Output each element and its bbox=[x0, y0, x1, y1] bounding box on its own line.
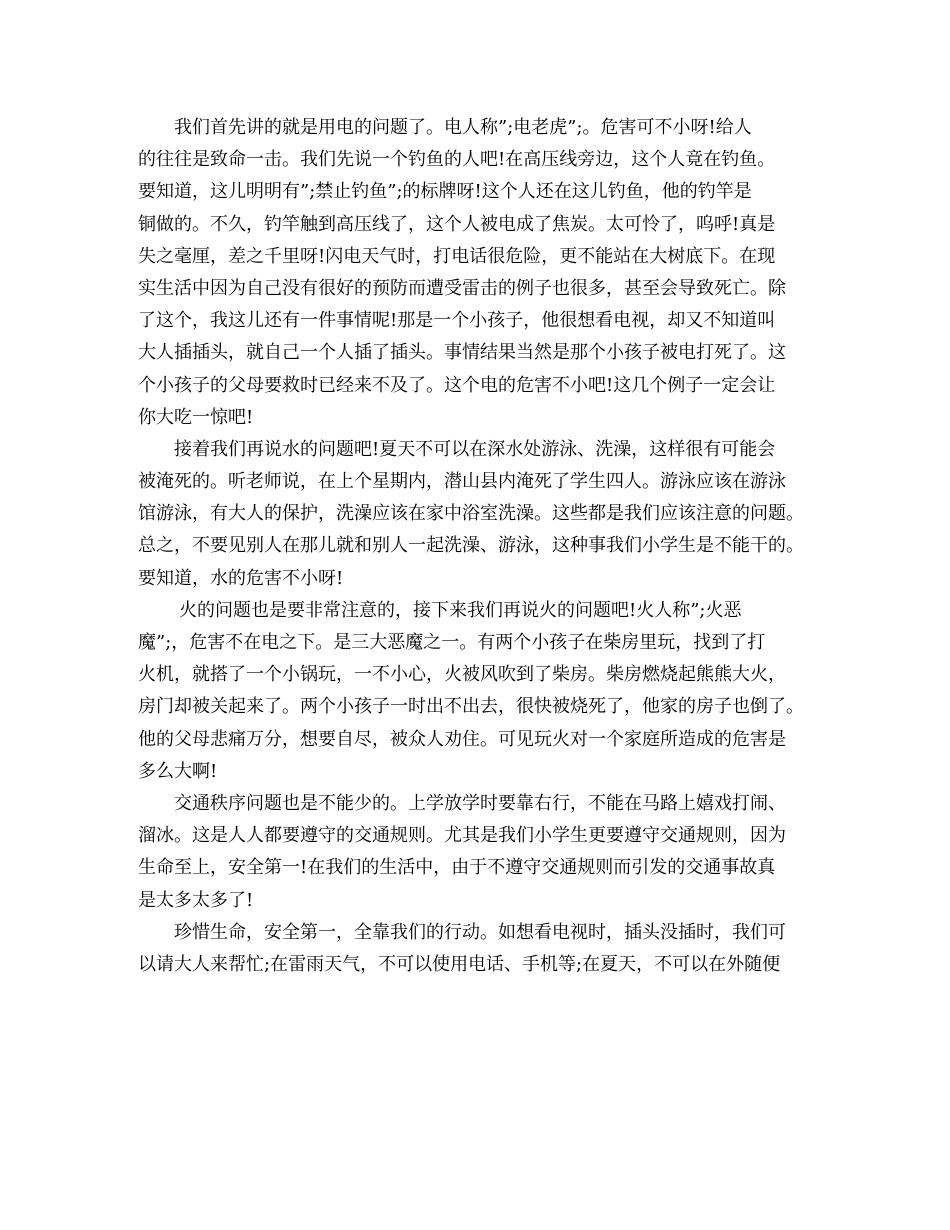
text-line: 总之，不要见别人在那儿就和别人一起洗澡、游泳，这种事我们小学生是不能干的。 bbox=[138, 535, 804, 557]
text-line: 个小孩子的父母要救时已经来不及了。这个电的危害不小吧!这几个例子一定会让 bbox=[138, 374, 776, 396]
text-line: 你大吃一惊吧! bbox=[138, 406, 254, 428]
paragraph-fire bbox=[138, 595, 818, 788]
text-line: 实生活中因为自己没有很好的预防而遭受雷击的例子也很多，甚至会导致死亡。除 bbox=[138, 277, 786, 299]
text-line: 他的父母悲痛万分，想要自尽，被众人劝住。可见玩火对一个家庭所造成的危害是 bbox=[138, 728, 786, 750]
document-body bbox=[138, 112, 818, 981]
paragraph-traffic bbox=[138, 788, 818, 917]
paragraph-water bbox=[138, 434, 818, 595]
text-line: 溜冰。这是人人都要遵守的交通规则。尤其是我们小学生更要遵守交通规则，因为 bbox=[138, 825, 786, 847]
text-line: 要知道，这儿明明有”;禁止钓鱼”;的标牌呀!这个人还在这儿钓鱼，他的钓竿是 bbox=[138, 181, 752, 203]
paragraph-electricity bbox=[138, 112, 818, 434]
text-line: 魔”;，危害不在电之下。是三大恶魔之一。有两个小孩子在柴房里玩，找到了打 bbox=[138, 632, 766, 653]
text-line: 交通秩序问题也是不能少的。上学放学时要靠右行，不能在马路上嬉戏打闹、 bbox=[174, 792, 786, 814]
text-line: 的往往是致命一击。我们先说一个钓鱼的人吧!在高压线旁边，这个人竟在钓鱼。 bbox=[138, 149, 776, 171]
text-line: 接着我们再说水的问题吧!夏天不可以在深水处游泳、洗澡，这样很有可能会 bbox=[174, 438, 776, 460]
text-line: 铜做的。不久，钓竿触到高压线了，这个人被电成了焦炭。太可怜了，呜呼!真是 bbox=[138, 213, 776, 235]
text-line: 被淹死的。听老师说，在上个星期内，潜山县内淹死了学生四人。游泳应该在游泳 bbox=[138, 471, 786, 493]
text-line: 珍惜生命，安全第一，全靠我们的行动。如想看电视时，插头没插时，我们可 bbox=[174, 921, 786, 943]
text-line: 以请大人来帮忙;在雷雨天气，不可以使用电话、手机等;在夏天，不可以在外随便 bbox=[138, 953, 781, 975]
text-line: 房门却被关起来了。两个小孩子一时出不出去，很快被烧死了，他家的房子也倒了。 bbox=[138, 696, 804, 718]
text-line: 火的问题也是要非常注意的，接下来我们再说火的问题吧!火人称”;火恶 bbox=[179, 599, 742, 621]
text-line: 馆游泳，有大人的保护，洗澡应该在家中浴室洗澡。这些都是我们应该注意的问题。 bbox=[138, 503, 804, 525]
text-line: 多么大啊! bbox=[138, 760, 218, 782]
text-line: 了这个，我这儿还有一件事情呢!那是一个小孩子，他很想看电视，却又不知道叫 bbox=[138, 310, 776, 332]
paragraph-conclusion bbox=[138, 917, 818, 981]
text-line: 生命至上，安全第一!在我们的生活中，由于不遵守交通规则而引发的交通事故真 bbox=[138, 857, 776, 879]
text-line: 失之毫厘，差之千里呀!闪电天气时，打电话很危险，更不能站在大树底下。在现 bbox=[138, 245, 776, 267]
text-line: 火机，就搭了一个小锅玩，一不小心，火被风吹到了柴房。柴房燃烧起熊熊大火， bbox=[138, 664, 786, 686]
text-line: 我们首先讲的就是用电的问题了。电人称”;电老虎”;。危害可不小呀!给人 bbox=[174, 117, 752, 138]
text-line: 要知道，水的危害不小呀! bbox=[138, 567, 344, 589]
text-line: 是太多太多了! bbox=[138, 889, 254, 911]
text-line: 大人插插头，就自己一个人插了插头。事情结果当然是那个小孩子被电打死了。这 bbox=[138, 342, 786, 364]
